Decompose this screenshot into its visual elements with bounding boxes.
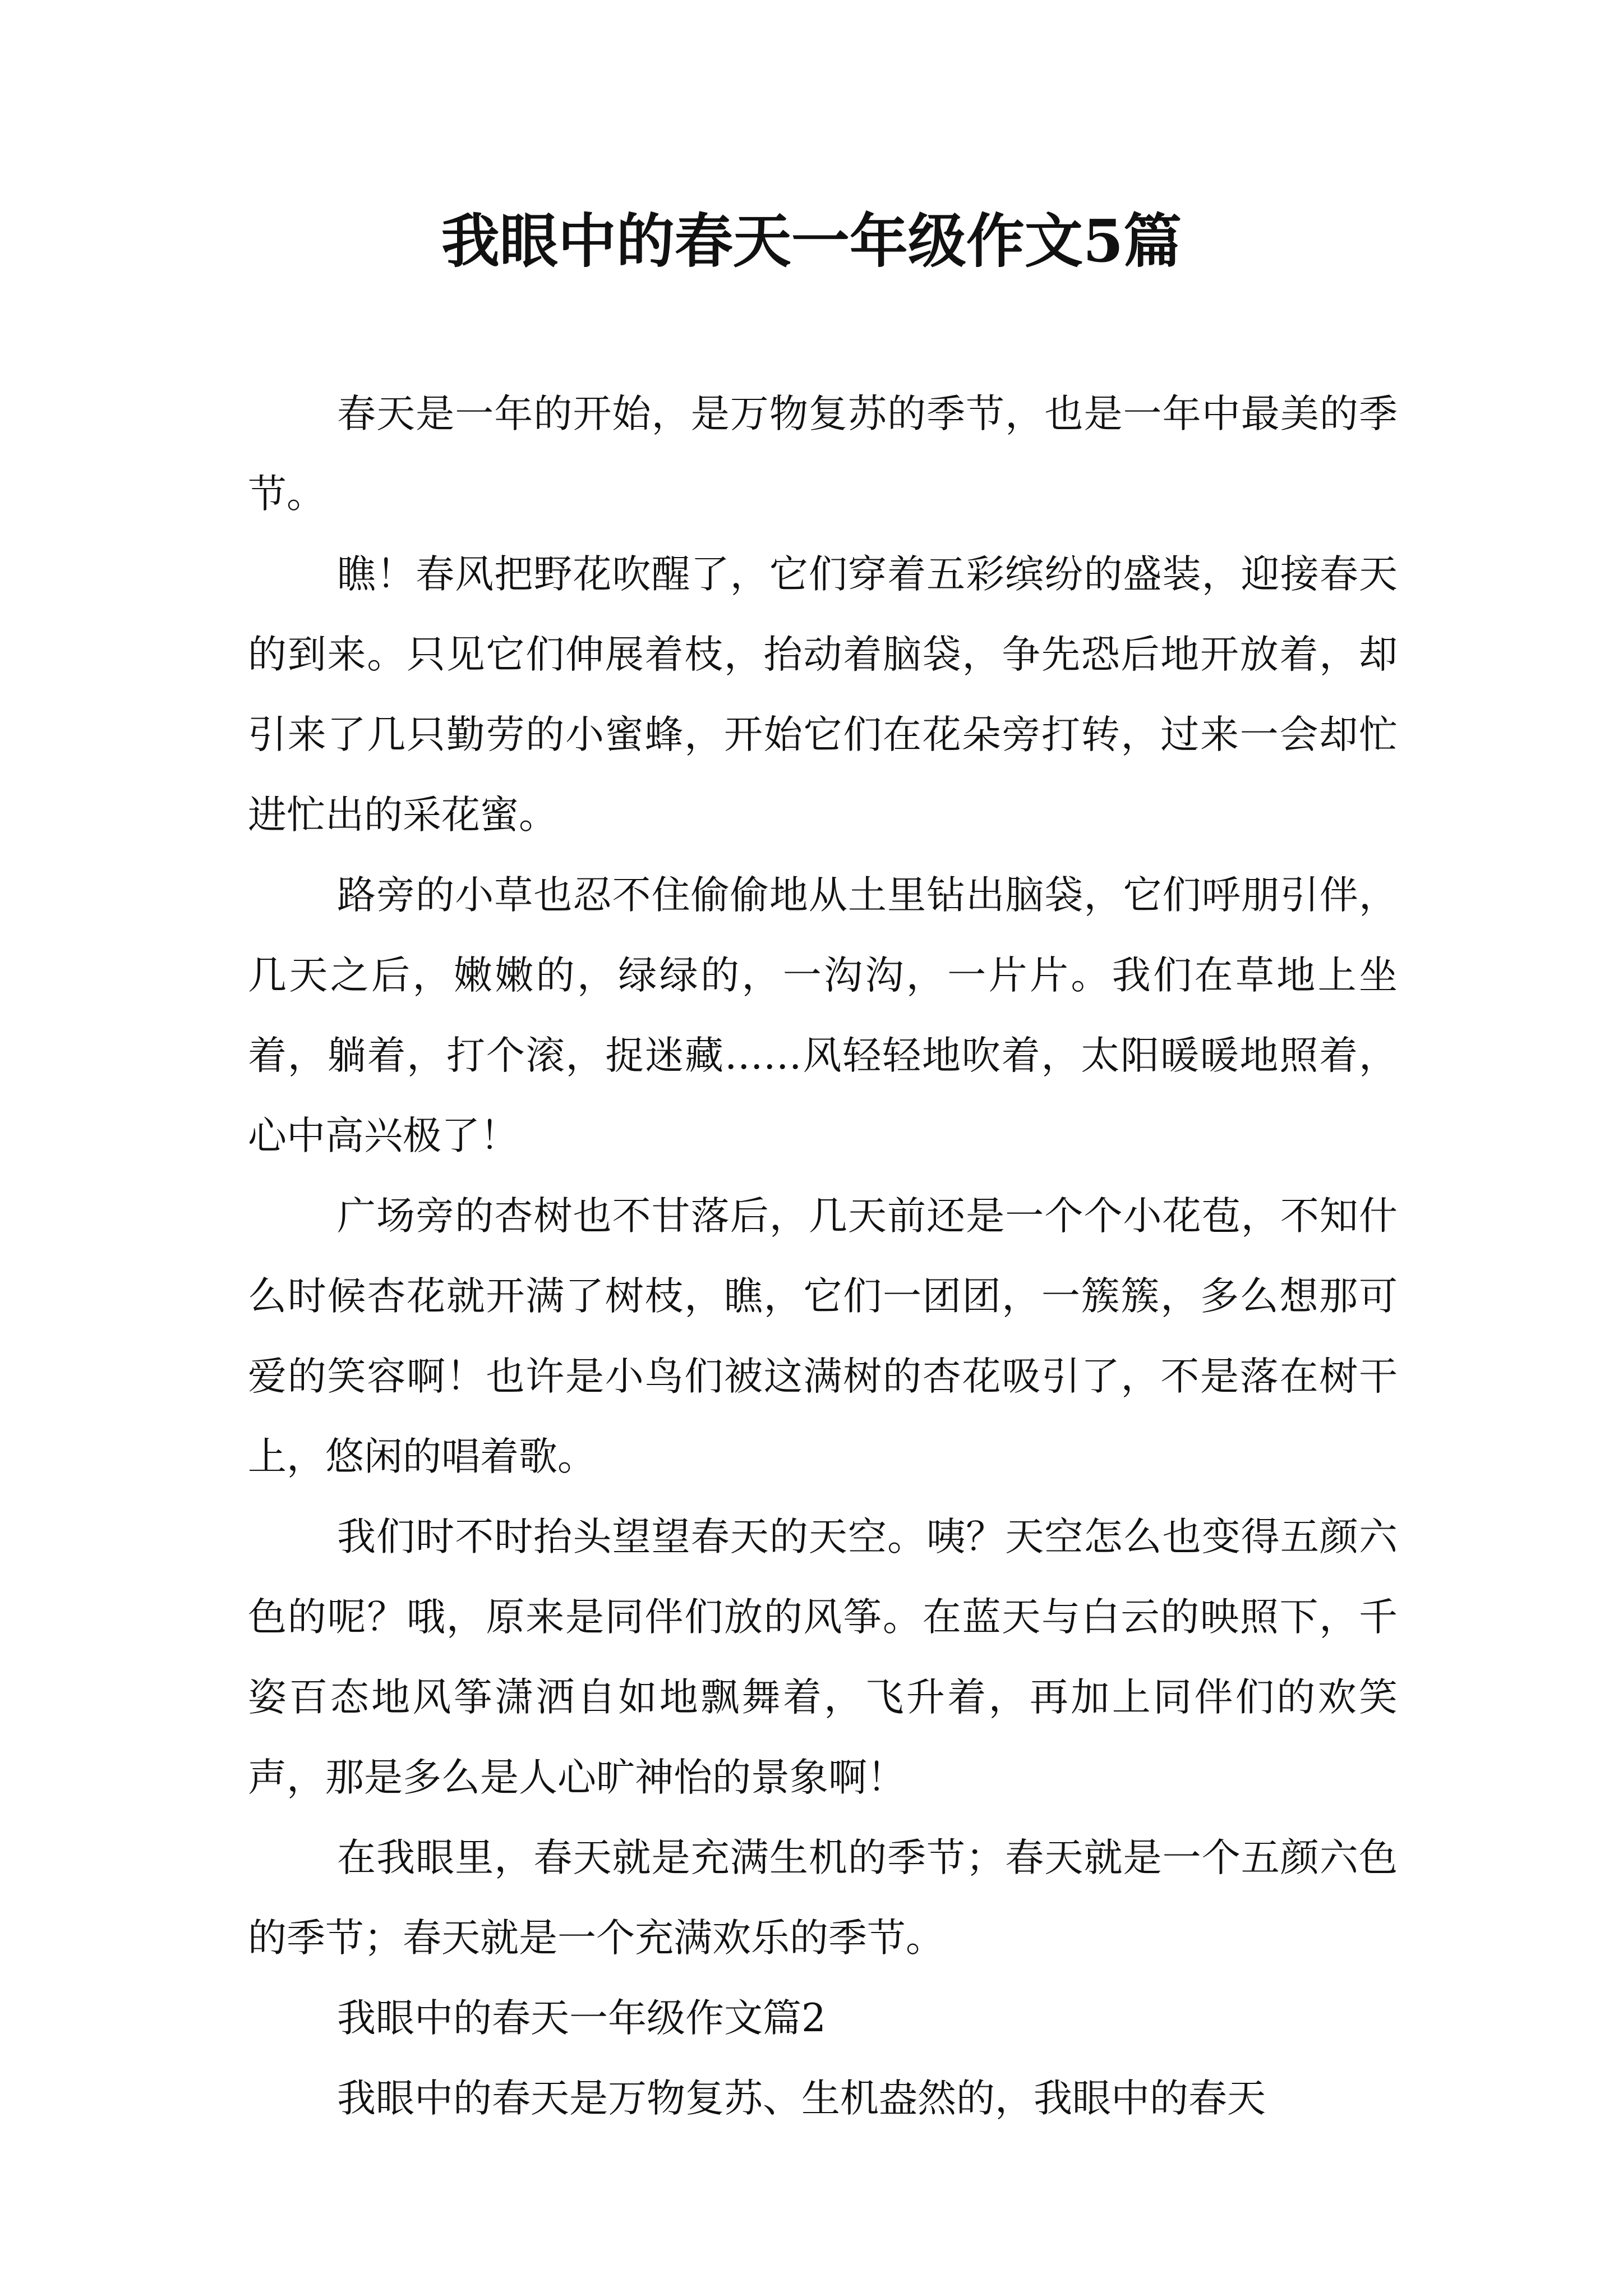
paragraph-1: 春天是一年的开始，是万物复苏的季节，也是一年中最美的季节。 (248, 392, 1398, 517)
paragraph-2: 瞧！春风把野花吹醒了，它们穿着五彩缤纷的盛装，迎接春天的到来。只见它们伸展着枝，抬动着脑袋，争先恐后地开放着，却引来了几只勤劳的小蜜蜂，开始它们在花朵旁打转，过来一会却忙进忙出的采花蜜。 (248, 552, 1398, 838)
paragraph-4: 广场旁的杏树也不甘落后，几天前还是一个个小花苞，不知什么时候杏花就开满了树枝，瞧，它们一团团，一簇簇，多么想那可爱的笑容啊！也许是小鸟们被这满树的杏花吸引了，不是落在树干上，悠闲的唱着歌。 (248, 1194, 1398, 1479)
document-title: 我眼中的春天一年级作文5篇 (441, 206, 1182, 275)
paragraph-3: 路旁的小草也忍不住偷偷地从土里钻出脑袋，它们呼朋引伴，几天之后，嫩嫩的，绿绿的，一沟沟，一片片。我们在草地上坐着，躺着，打个滚，捉迷藏……风轻轻地吹着，太阳暖暖地照着，心中高兴极了！ (248, 873, 1398, 1158)
document-body (248, 374, 1398, 2139)
paragraph-7: 我眼中的春天是万物复苏、生机盎然的，我眼中的春天 (337, 2076, 1266, 2121)
section-heading-2: 我眼中的春天一年级作文篇2 (337, 1996, 826, 2041)
paragraph-5: 我们时不时抬头望望春天的天空。咦？天空怎么也变得五颜六色的呢？哦，原来是同伴们放的风筝。在蓝天与白云的映照下，千姿百态地风筝潇洒自如地飘舞着，飞升着，再加上同伴们的欢笑声，那是多么是人心旷神怡的景象啊！ (248, 1515, 1398, 1800)
paragraph-6: 在我眼里，春天就是充满生机的季节；春天就是一个五颜六色的季节；春天就是一个充满欢乐的季节。 (248, 1835, 1398, 1961)
